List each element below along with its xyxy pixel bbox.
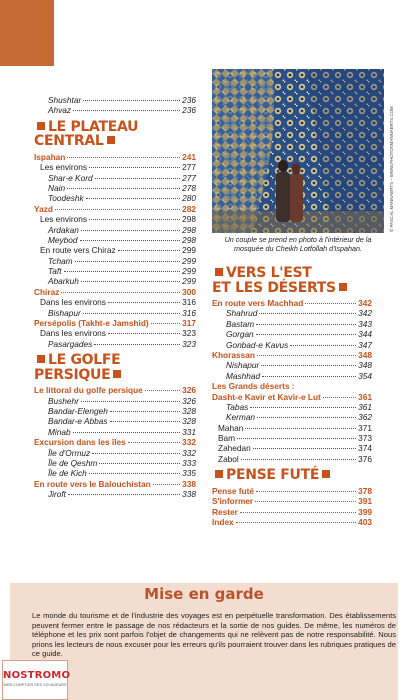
toc-entry-page: 326 [182, 395, 196, 406]
toc-entry-page: 236 [182, 95, 196, 105]
toc-entry[interactable] [34, 339, 196, 349]
toc-entry[interactable] [34, 152, 196, 162]
toc-entry-title: Index [212, 516, 234, 527]
toc-entry-page: 298 [182, 224, 196, 235]
toc-entry[interactable] [34, 406, 196, 416]
dot-leader [262, 376, 356, 377]
toc-entry[interactable] [34, 396, 196, 406]
section-heading-text: VERS L'EST [226, 265, 312, 281]
toc-entry-title: Kerman [226, 412, 256, 423]
mise-en-garde-box [10, 583, 398, 700]
photo-caption: Un couple se prend en photo à l'intérieur de la mosquée du Cheikh Lotfollah d'Ispahan. [224, 235, 372, 253]
toc-entry-page: 338 [182, 489, 196, 500]
toc-entry[interactable] [212, 319, 372, 329]
toc-entry-title: Zahedan [218, 443, 251, 454]
dot-leader [75, 261, 181, 262]
section-heading-line [212, 266, 372, 281]
toc-column-right [212, 262, 372, 527]
chapter-tab [0, 0, 54, 66]
toc-entry-page: 280 [182, 193, 196, 204]
toc-entry[interactable] [34, 276, 196, 286]
toc-entry-page: 282 [182, 203, 196, 214]
dot-leader [81, 401, 180, 402]
square-bullet-icon [37, 355, 45, 363]
toc-entry[interactable] [212, 486, 372, 496]
toc-entry-page: 391 [358, 496, 372, 507]
section-heading [34, 120, 196, 149]
dot-leader [89, 167, 180, 168]
dot-leader [67, 157, 180, 158]
toc-entry-page: 376 [358, 453, 372, 464]
toc-entry[interactable] [34, 105, 196, 115]
toc-entry-title: Dans les environs [40, 297, 106, 308]
section-heading-line [212, 281, 372, 296]
toc-entry-title: Ahvaz [48, 105, 72, 116]
toc-entry-page: 300 [182, 286, 196, 297]
dot-leader [110, 421, 181, 422]
toc-entry-page: 374 [358, 443, 372, 454]
toc-entry-title: Persépolis (Takht-e Jamshid) [34, 318, 149, 329]
dot-leader [256, 491, 356, 492]
dot-leader [290, 345, 356, 346]
toc-entry-page: 328 [182, 416, 196, 427]
dot-leader [110, 411, 180, 412]
toc-entry-title: Ardakan [48, 224, 79, 235]
dot-leader [81, 230, 180, 231]
toc-entry-title: Bandar-Elengeh [48, 405, 108, 416]
toc-entry-page: 378 [358, 485, 372, 496]
toc-entry[interactable] [212, 443, 372, 453]
svg-text:© PASCAL MANNAERTS – WWW.PHOTO: © PASCAL MANNAERTS – WWW.PHOTOSMANNAERTS.COM [389, 106, 394, 232]
toc-entry[interactable] [212, 423, 372, 433]
toc-entry-title: Tabas [226, 401, 249, 412]
toc-entry-page: 299 [182, 255, 196, 266]
toc-entry[interactable] [212, 433, 372, 443]
dot-leader [250, 407, 356, 408]
toc-entry[interactable] [34, 385, 196, 395]
dot-leader [305, 303, 356, 304]
toc-entry[interactable] [34, 448, 196, 458]
toc-entry[interactable] [34, 162, 196, 172]
dot-leader [237, 438, 356, 439]
toc-entry[interactable] [212, 371, 372, 381]
toc-entry-page: 342 [358, 298, 372, 308]
toc-entry[interactable] [34, 416, 196, 426]
dot-leader [73, 432, 181, 433]
toc-entry[interactable] [212, 402, 372, 412]
dot-leader [68, 494, 180, 495]
toc-entry-title: S'informer [212, 496, 254, 507]
toc-entry-title: Gorgan [226, 329, 254, 340]
dot-leader [118, 250, 181, 251]
toc-entry-page: 343 [358, 318, 372, 329]
toc-entry-title: Tcham [48, 255, 73, 266]
toc-entry-page: 277 [182, 162, 196, 173]
toc-entry-title: Shahrud [226, 308, 258, 319]
toc-entry-page: 236 [182, 105, 196, 116]
dot-leader [55, 209, 180, 210]
toc-entry-title: Nain [48, 182, 66, 193]
toc-entry-title: Pense futé [212, 485, 254, 496]
toc-entry[interactable] [34, 479, 196, 489]
dot-leader [81, 281, 180, 282]
toc-entry[interactable] [212, 454, 372, 464]
toc-entry-page: 361 [358, 391, 372, 402]
toc-entry[interactable] [34, 245, 196, 255]
dot-leader [255, 501, 356, 502]
dot-leader [236, 522, 356, 523]
toc-entry-title: Bastam [226, 318, 255, 329]
toc-entry-title: Les Grands déserts : [212, 381, 295, 392]
dot-leader [253, 448, 356, 449]
toc-entry-title: Chiraz [34, 286, 60, 297]
square-bullet-icon [339, 283, 347, 291]
dot-leader [83, 313, 180, 314]
toc-entry-page: 299 [182, 245, 196, 256]
toc-entry[interactable] [212, 507, 372, 517]
toc-entry-title: Yazd [34, 203, 53, 214]
toc-entry-title: En route vers Chiraz [40, 245, 116, 256]
toc-entry[interactable] [212, 350, 372, 360]
dot-leader [256, 334, 356, 335]
square-bullet-icon [322, 470, 330, 478]
toc-entry-page: 354 [358, 370, 372, 381]
dot-leader [89, 473, 180, 474]
toc-entry-page: 316 [182, 307, 196, 318]
toc-entry-title: Khorassan [212, 349, 255, 360]
toc-entry-title: Meybod [48, 234, 78, 245]
toc-entry-page: 241 [182, 151, 196, 162]
dot-leader [89, 219, 180, 220]
toc-entry[interactable] [34, 225, 196, 235]
toc-entry-title: Minab [48, 426, 71, 437]
section-heading-text: LE PLATEAU [48, 118, 139, 135]
toc-entry-page: 403 [358, 516, 372, 527]
toc-entry-title: Île d'Ormuz [48, 447, 91, 458]
dot-leader [145, 390, 180, 391]
toc-entry-title: Bam [218, 433, 236, 444]
section-heading-line [34, 353, 196, 382]
toc-entry[interactable] [34, 173, 196, 183]
mise-en-garde-title: Mise en garde [144, 585, 264, 603]
toc-entry-page: 331 [182, 426, 196, 437]
toc-entry-title: Shushtar [48, 95, 82, 105]
toc-entry-title: Excursion dans les îles [34, 437, 126, 448]
toc-entry-page: 323 [182, 328, 196, 339]
toc-entry[interactable] [34, 287, 196, 297]
toc-entry-page: 298 [182, 214, 196, 225]
toc-entry-title: Shar-e Kord [48, 172, 93, 183]
toc-entry-title: Zabol [218, 453, 239, 464]
toc-entry[interactable] [212, 381, 372, 391]
toc-entry[interactable] [34, 328, 196, 338]
section-heading-text: CENTRAL [34, 133, 104, 150]
toc-entry-page: 361 [358, 401, 372, 412]
toc-entry-title: Pasargades [48, 338, 93, 349]
photo-credit [386, 72, 396, 232]
toc-entry-title: Ispahan [34, 151, 66, 162]
dot-leader [64, 271, 181, 272]
toc-entry[interactable] [34, 256, 196, 266]
toc-entry[interactable] [212, 298, 372, 308]
square-bullet-icon [37, 122, 45, 130]
dot-leader [67, 188, 180, 189]
toc-entry[interactable] [34, 468, 196, 478]
dot-leader [80, 240, 181, 241]
toc-entry-page: 278 [182, 182, 196, 193]
mise-en-garde-text: Le monde du tourisme et de l'industrie des voyages est en perpétuelle transformation. Des établissements peuvent fermer entre le passage de nos rédacteurs et la sortie de nos guides. De même, les numéros de téléphone et les prix sont parfois l'objet de changements qui ne relèvent pas de notre responsabilité. Nous prions les lecteurs de nous excuser pour les erreurs qu'ils pourraient trouver dans les rubriques pratiques de ce guide. [32, 611, 396, 659]
toc-entry-title: Île de Qeshm [48, 457, 98, 468]
dot-leader [86, 198, 180, 199]
toc-entry-page: 316 [182, 297, 196, 308]
toc-entry-page: 362 [358, 412, 372, 423]
section-heading-text: PENSE FUTÉ [226, 467, 320, 484]
dot-leader [245, 428, 356, 429]
section-heading-line [212, 468, 372, 483]
toc-entry-title: Rester [212, 506, 238, 517]
toc-entry-title: Bushehr [48, 395, 79, 406]
toc-entry-page: 399 [358, 506, 372, 517]
toc-entry[interactable] [34, 437, 196, 447]
mosque-tile-image [212, 69, 384, 233]
toc-column-left [34, 95, 196, 500]
toc-entry-page: 326 [182, 385, 196, 396]
logo-brand: NOSTROMO [3, 670, 71, 681]
toc-entry[interactable] [34, 297, 196, 307]
toc-entry[interactable] [34, 489, 196, 499]
toc-entry-title: Toodeshk [48, 193, 84, 204]
toc-entry-title: Le littoral du golfe persique [34, 385, 143, 396]
toc-entry-title: Île de Kich [48, 468, 87, 479]
toc-entry-page: 347 [358, 339, 372, 350]
toc-entry[interactable] [34, 204, 196, 214]
toc-entry[interactable] [212, 360, 372, 370]
toc-entry-title: Dans les environs [40, 328, 106, 339]
toc-entry-page: 298 [182, 234, 196, 245]
toc-entry-page: 348 [358, 360, 372, 371]
toc-entry[interactable] [34, 427, 196, 437]
toc-entry[interactable] [34, 214, 196, 224]
toc-entry-title: Dasht-e Kavir et Kavir-e Lut [212, 391, 321, 402]
dot-leader [241, 459, 356, 460]
square-bullet-icon [215, 470, 223, 478]
dot-leader [73, 110, 180, 111]
toc-entry[interactable] [212, 308, 372, 318]
toc-entry-page: 338 [182, 478, 196, 489]
toc-entry[interactable] [212, 412, 372, 422]
dot-leader [94, 344, 180, 345]
toc-entry-page: 344 [358, 329, 372, 340]
dot-leader [151, 323, 181, 324]
square-bullet-icon [113, 370, 121, 378]
dot-leader [323, 397, 356, 398]
toc-entry-page: 342 [358, 308, 372, 319]
toc-entry-title: Mahan [218, 422, 244, 433]
toc-entry-page: 371 [358, 422, 372, 433]
toc-entry-title: En route vers Machhad [212, 298, 304, 308]
mosque-photo [212, 69, 384, 233]
toc-entry[interactable] [34, 318, 196, 328]
toc-entry-page: 332 [182, 437, 196, 448]
toc-entry-title: Les environs [40, 162, 88, 173]
toc-entry-page: 317 [182, 318, 196, 329]
dot-leader [61, 292, 180, 293]
dot-leader [256, 324, 356, 325]
dot-leader [99, 463, 180, 464]
toc-entry-title: Nishapur [226, 360, 260, 371]
toc-entry[interactable] [212, 329, 372, 339]
toc-entry-title: Taft [48, 266, 62, 277]
dot-leader [95, 178, 181, 179]
toc-entry-title: En route vers le Balouchistan [34, 478, 151, 489]
toc-entry[interactable] [34, 183, 196, 193]
toc-entry-title: Mashhad [226, 370, 261, 381]
square-bullet-icon [107, 136, 115, 144]
toc-entry-page: 299 [182, 266, 196, 277]
toc-entry[interactable] [212, 340, 372, 350]
toc-entry[interactable] [212, 496, 372, 506]
toc-entry[interactable] [212, 392, 372, 402]
toc-entry-title: Jiroft [48, 489, 66, 500]
dot-leader [108, 333, 180, 334]
section-heading-text: LE GOLFE PERSIQUE [34, 352, 121, 383]
toc-entry-title: Les environs [40, 214, 88, 225]
toc-entry-page: 299 [182, 276, 196, 287]
toc-entry[interactable] [34, 235, 196, 245]
toc-entry-page: 277 [182, 172, 196, 183]
logo-tagline: WEB COMPTOIR DES VOYAGEURS [3, 683, 67, 687]
dot-leader [257, 417, 356, 418]
dot-leader [257, 355, 356, 356]
section-heading [212, 266, 372, 295]
toc-entry-page: 348 [358, 349, 372, 360]
toc-entry-page: 373 [358, 433, 372, 444]
toc-entry[interactable] [212, 517, 372, 527]
toc-entry-page: 328 [182, 405, 196, 416]
section-heading [212, 468, 372, 483]
toc-entry-title: Bishapur [48, 307, 81, 318]
toc-entry[interactable] [34, 308, 196, 318]
square-bullet-icon [215, 268, 223, 276]
toc-entry-page: 323 [182, 338, 196, 349]
toc-entry[interactable] [34, 95, 196, 105]
section-heading-line [34, 134, 196, 149]
dot-leader [83, 100, 180, 101]
toc-entry-page: 332 [182, 447, 196, 458]
toc-entry[interactable] [34, 458, 196, 468]
dot-leader [259, 313, 356, 314]
toc-entry-title: Gonbad-e Kavus [226, 339, 289, 350]
toc-entry-page: 333 [182, 457, 196, 468]
dot-leader [261, 365, 356, 366]
dot-leader [153, 484, 181, 485]
toc-entry-title: Abarkuh [48, 276, 79, 287]
dot-leader [108, 302, 180, 303]
dot-leader [92, 453, 180, 454]
section-heading-line [34, 120, 196, 135]
toc-entry[interactable] [34, 193, 196, 203]
toc-entry-page: 335 [182, 468, 196, 479]
toc-entry-title: Bandar-e Abbas [48, 416, 108, 427]
section-heading [34, 353, 196, 382]
dot-leader [240, 512, 356, 513]
nostromo-logo [2, 660, 71, 700]
section-heading-text: ET LES DÉSERTS [212, 279, 336, 296]
dot-leader [128, 442, 180, 443]
toc-entry[interactable] [34, 266, 196, 276]
